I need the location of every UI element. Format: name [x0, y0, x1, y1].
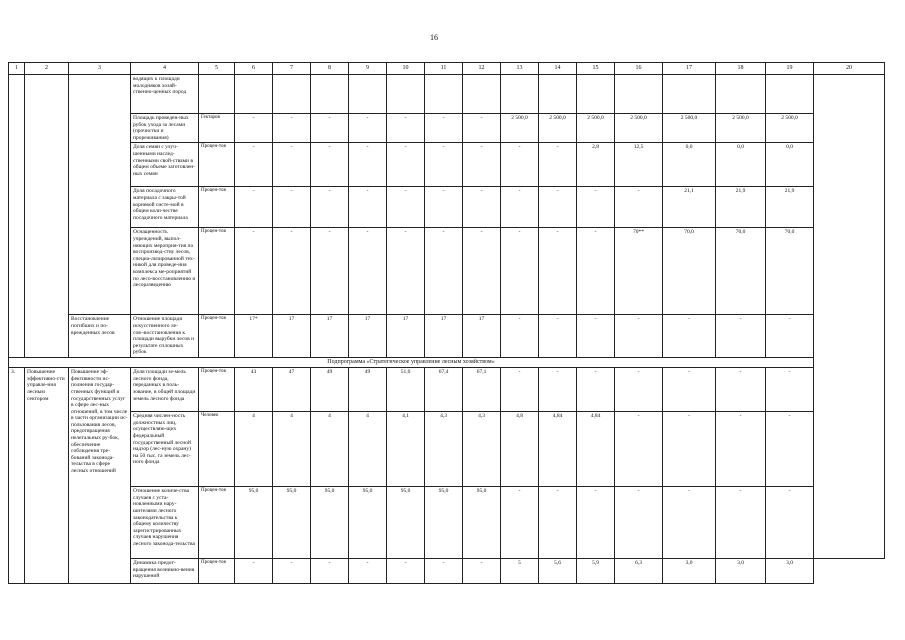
cell-value: -: [539, 187, 577, 228]
cell-value: 95,0: [349, 487, 387, 559]
col-header: 14: [539, 63, 577, 75]
cell-goal: Повышение эффективно-сти управле-ния лесным сектором: [25, 368, 69, 584]
col-header: 4: [131, 63, 199, 75]
cell-value: 49: [311, 368, 349, 412]
cell-value: [615, 75, 663, 114]
cell-value: -: [716, 368, 766, 412]
col-header: 13: [501, 63, 539, 75]
cell-value: -: [273, 143, 311, 187]
cell-value: 5,6: [539, 559, 577, 584]
cell-value: -: [349, 114, 387, 143]
cell-num: [9, 75, 25, 358]
cell-goal: [25, 75, 69, 358]
cell-value: 4: [349, 412, 387, 487]
cell-value: 0,0: [716, 143, 766, 187]
table-row: [9, 228, 885, 315]
cell-value: 2 500,0: [539, 114, 577, 143]
subprogram-title: Подпрограмма «Стратегическое управление лесным хозяйством»: [9, 357, 814, 367]
cell-indicator: Отношение количе-ства случаев с уста-новленными нару-шителями лесного законодательства к общему количеству зарегистрированных случаев нарушения лесного законода-тельства: [131, 487, 199, 559]
table-row: [9, 487, 885, 559]
cell-value: -: [387, 559, 425, 584]
table-row: [9, 315, 885, 358]
cell-value: 70,0: [716, 228, 766, 315]
cell-value: -: [615, 315, 663, 358]
cell-value: -: [235, 559, 273, 584]
cell-value: 43: [235, 368, 273, 412]
col-header: 2: [25, 63, 69, 75]
cell-value: 2 500,0: [615, 114, 663, 143]
cell-value: -: [235, 228, 273, 315]
cell-value: 95,0: [273, 487, 311, 559]
cell-indicator: Динамика предот-вращения возникно-вения нарушений: [131, 559, 199, 584]
cell-value: -: [235, 114, 273, 143]
cell-value: 95,0: [387, 487, 425, 559]
cell-value: 17: [387, 315, 425, 358]
cell-value: -: [766, 487, 814, 559]
cell-value: [273, 75, 311, 114]
cell-value: [663, 75, 716, 114]
cell-task: Восстановление погибших и по-врежденных лесов: [69, 315, 131, 358]
cell-value: -: [766, 315, 814, 358]
cell-value: 2 500,0: [766, 114, 814, 143]
cell-value: 70,0: [663, 228, 716, 315]
cell-value: -: [463, 228, 501, 315]
cell-value: -: [539, 228, 577, 315]
col-header: 19: [766, 63, 814, 75]
table-row: [9, 368, 885, 412]
cell-value: -: [766, 368, 814, 412]
page-number: 16: [430, 33, 438, 42]
cell-value: 12,5: [615, 143, 663, 187]
cell-value: 2 500,0: [501, 114, 539, 143]
cell-value: -: [615, 187, 663, 228]
cell-value: [311, 75, 349, 114]
cell-value: 21,9: [716, 187, 766, 228]
cell-value: -: [273, 559, 311, 584]
cell-value: 4: [235, 412, 273, 487]
table-row: [9, 75, 885, 114]
cell-value: -: [349, 187, 387, 228]
cell-indicator: Доля посадочного материала с закры-той корневой систе-мой в общем коли-честве посадочного материала: [131, 187, 199, 228]
cell-value: [349, 75, 387, 114]
cell-value: -: [311, 559, 349, 584]
cell-value: 17: [425, 315, 463, 358]
cell-unit: Процен-тов: [199, 368, 235, 412]
cell-value: -: [311, 228, 349, 315]
cell-value: 21,9: [766, 187, 814, 228]
cell-value: 67,4: [425, 368, 463, 412]
cell-value: -: [425, 143, 463, 187]
cell-value: -: [577, 228, 615, 315]
cell-indicator: Доля площади зе-мель лесного фонда, переданных в поль-зование, в общей площади земель лесного фонда: [131, 368, 199, 412]
header-row: [9, 63, 885, 75]
cell-value: -: [539, 143, 577, 187]
cell-value: -: [387, 228, 425, 315]
cell-unit: Процен-тов: [199, 228, 235, 315]
cell-value: -: [311, 143, 349, 187]
cell-unit: Человек: [199, 412, 235, 487]
cell-value: [387, 75, 425, 114]
col-header: 15: [577, 63, 615, 75]
cell-value: -: [539, 487, 577, 559]
cell-value: 21,1: [663, 187, 716, 228]
cell-value: 4,8: [501, 412, 539, 487]
cell-indicator: Средняя числен-ность должностных лиц, осуществляю-щих федеральный государственный лесной надзор (лес-ную охрану) на 50 тыс. га земель лес-ного фонда: [131, 412, 199, 487]
col-header: 9: [349, 63, 387, 75]
col-header: 16: [615, 63, 663, 75]
cell-value: -: [716, 315, 766, 358]
cell-value: -: [425, 114, 463, 143]
cell-value: 17: [349, 315, 387, 358]
cell-value: -: [235, 143, 273, 187]
table-row: [9, 187, 885, 228]
cell-value: -: [577, 315, 615, 358]
cell-value: -: [716, 412, 766, 487]
col-header: 20: [814, 63, 885, 75]
cell-value: -: [311, 187, 349, 228]
cell-value: -: [273, 114, 311, 143]
cell-value: -: [539, 315, 577, 358]
table-row: [9, 559, 885, 584]
cell-value: -: [663, 487, 716, 559]
cell-value: 17*: [235, 315, 273, 358]
cell-value: -: [663, 368, 716, 412]
cell-value: 2 500,0: [716, 114, 766, 143]
cell-value: [766, 75, 814, 114]
col-header: 18: [716, 63, 766, 75]
cell-value: -: [463, 114, 501, 143]
cell-value: 95,0: [235, 487, 273, 559]
cell-unit: Процен-тов: [199, 559, 235, 584]
cell-value: 3,0: [716, 559, 766, 584]
cell-value: 2 500,0: [663, 114, 716, 143]
cell-value: -: [463, 143, 501, 187]
cell-value: 51,0: [387, 368, 425, 412]
cell-value: -: [501, 187, 539, 228]
cell-value: 2,8: [577, 143, 615, 187]
cell-unit: [199, 75, 235, 114]
cell-value: 4: [273, 412, 311, 487]
cell-value: 5: [501, 559, 539, 584]
cell-indicator: Отношение площади искусственного ле-сов¬восстановления к площади вырубки лесов и результате сплошных рубок: [131, 315, 199, 358]
cell-unit: Гектаров: [199, 114, 235, 143]
cell-unit: Процен-тов: [199, 143, 235, 187]
cell-value: 3,0: [663, 559, 716, 584]
col-header: 5: [199, 63, 235, 75]
col-header: 1: [9, 63, 25, 75]
cell-indicator: Площадь проведен-ных рубок ухода за лесами (прочистки и прореживания): [131, 114, 199, 143]
cell-value: -: [501, 228, 539, 315]
cell-value: -: [615, 487, 663, 559]
cell-value: [539, 75, 577, 114]
cell-value: -: [501, 368, 539, 412]
cell-value: 17: [273, 315, 311, 358]
subprogram-row: [9, 357, 885, 367]
cell-value: -: [311, 114, 349, 143]
cell-value: 67,1: [463, 368, 501, 412]
cell-task: Повышение эф-фективности ис-полнения государ-ственных функций и государственных услуг в сфере лес-ных отношений, в том числе в части организации ис-пользования лесов, предотвращения нелегальных ру-бок, обеспечение соблюдения тре-бований законода-тельства в сфере лесных отношений: [69, 368, 131, 584]
cell-value: 4,84: [577, 412, 615, 487]
cell-num: 3.: [9, 368, 25, 584]
cell-value: -: [349, 228, 387, 315]
cell-unit: Процен-тов: [199, 487, 235, 559]
cell-value: -: [615, 368, 663, 412]
cell-unit: Процен-тов: [199, 315, 235, 358]
table-row: [9, 412, 885, 487]
cell-value: 0,0: [663, 143, 716, 187]
cell-value: 17: [463, 315, 501, 358]
cell-value: 49: [349, 368, 387, 412]
col-header: 12: [463, 63, 501, 75]
cell-value: 95,0: [311, 487, 349, 559]
cell-value: -: [501, 143, 539, 187]
cell-value: -: [663, 315, 716, 358]
cell-value: 4,3: [425, 412, 463, 487]
col-header: 17: [663, 63, 716, 75]
cell-value: -: [539, 368, 577, 412]
cell-value: -: [663, 412, 716, 487]
cell-value: -: [577, 368, 615, 412]
cell-value: -: [766, 412, 814, 487]
cell-value: -: [501, 315, 539, 358]
cell-value: [501, 75, 539, 114]
indicators-table: [8, 62, 885, 584]
cell-value: -: [577, 487, 615, 559]
cell-value: -: [349, 559, 387, 584]
cell-value: [425, 75, 463, 114]
cell-value: -: [387, 143, 425, 187]
cell-value: -: [716, 487, 766, 559]
cell-value: 5,9: [577, 559, 615, 584]
cell-value: 2 500,0: [577, 114, 615, 143]
cell-value: [235, 75, 273, 114]
cell-value: 4,3: [463, 412, 501, 487]
cell-task: [69, 75, 131, 315]
cell-value: -: [425, 559, 463, 584]
cell-value: 4,1: [387, 412, 425, 487]
cell-value: -: [387, 187, 425, 228]
cell-value: 95,0: [463, 487, 501, 559]
cell-value: -: [273, 187, 311, 228]
col-header: 10: [387, 63, 425, 75]
cell-value: -: [501, 487, 539, 559]
cell-value: 4,84: [539, 412, 577, 487]
cell-value: -: [425, 187, 463, 228]
cell-indicator: Доля семян с улуч-шенными наслед-ственными свой-ствами в общем объеме заготовлен-ных семян: [131, 143, 199, 187]
cell-value: 70**: [615, 228, 663, 315]
cell-value: -: [463, 187, 501, 228]
col-header: 3: [69, 63, 131, 75]
col-header: 11: [425, 63, 463, 75]
cell-value: 70,0: [766, 228, 814, 315]
cell-value: -: [615, 412, 663, 487]
col-header: 6: [235, 63, 273, 75]
cell-value: 4: [311, 412, 349, 487]
cell-indicator: водящих к площади молодняков хозяй-ственно-ценных пород: [131, 75, 199, 114]
cell-value: 3,0: [766, 559, 814, 584]
cell-value: [463, 75, 501, 114]
cell-value: 47: [273, 368, 311, 412]
col-header: 8: [311, 63, 349, 75]
cell-unit: Процен-тов: [199, 187, 235, 228]
cell-value: -: [577, 187, 615, 228]
cell-value: -: [273, 228, 311, 315]
table-row: [9, 114, 885, 143]
cell-value: [577, 75, 615, 114]
cell-col20: [814, 75, 885, 559]
cell-value: -: [349, 143, 387, 187]
cell-value: 17: [311, 315, 349, 358]
cell-value: -: [425, 228, 463, 315]
cell-value: 0,0: [766, 143, 814, 187]
cell-value: -: [387, 114, 425, 143]
cell-value: [716, 75, 766, 114]
cell-value: 95,0: [425, 487, 463, 559]
col-header: 7: [273, 63, 311, 75]
cell-indicator: Оснащенность учреждений, выпол-няющих мероприя-тия по воспроизвод-ству лесов, специа-лизированной тех-никой для проведе-ния комплекса ме-роприятий по лесо-восстановлению и лесоразведению: [131, 228, 199, 315]
cell-value: -: [463, 559, 501, 584]
table-row: [9, 143, 885, 187]
cell-value: 6,3: [615, 559, 663, 584]
cell-value: -: [235, 187, 273, 228]
